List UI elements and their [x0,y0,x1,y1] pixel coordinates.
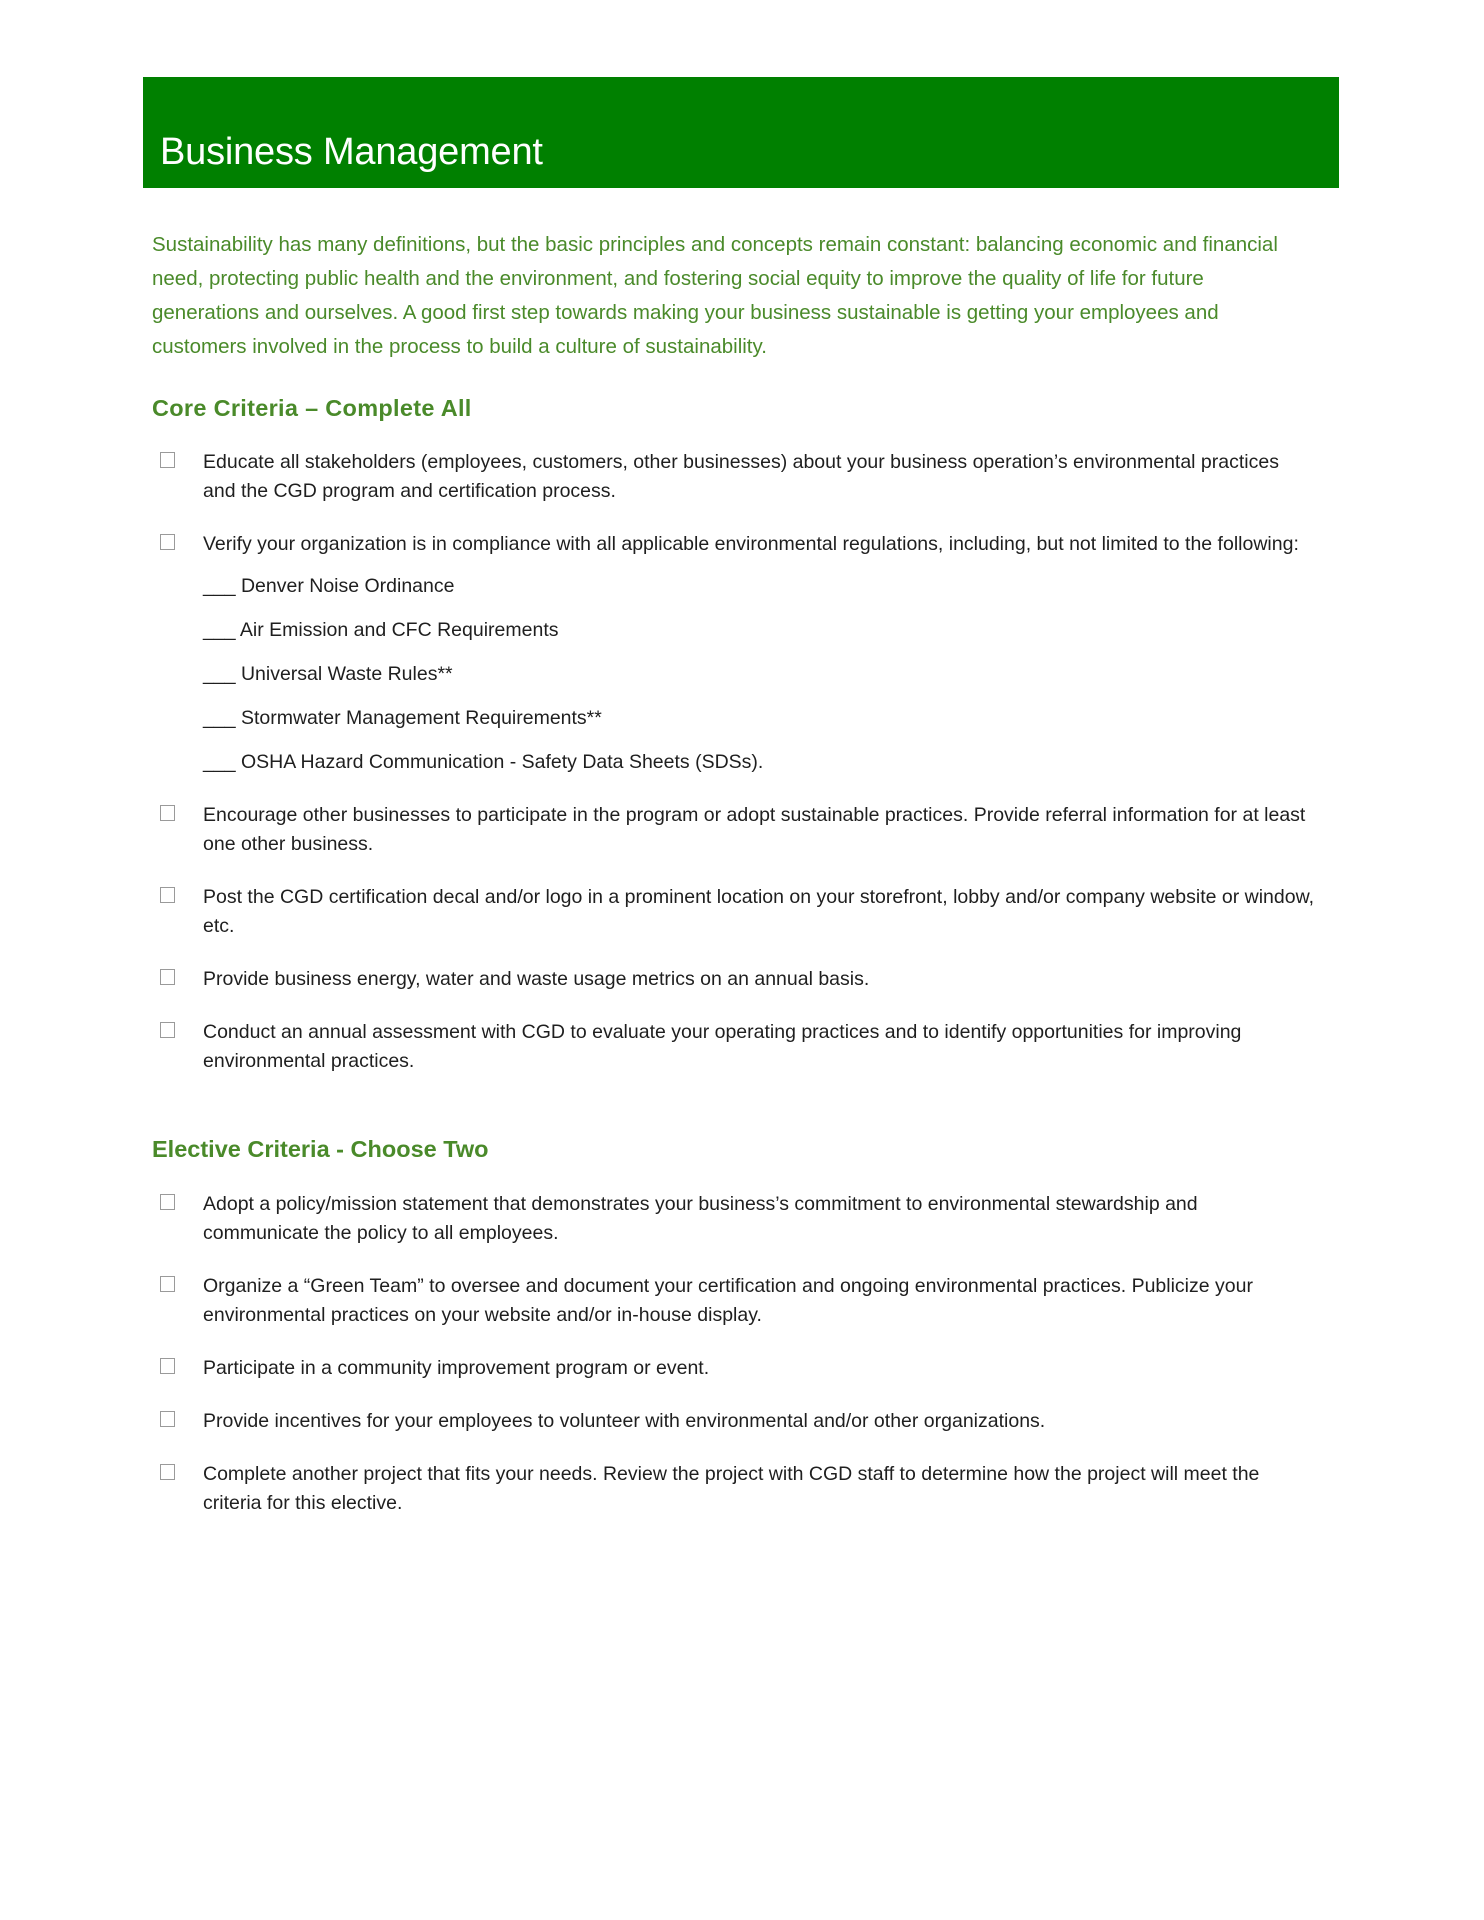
checkbox[interactable] [160,887,175,903]
criteria-item [159,801,1315,859]
core-criteria-heading: Core Criteria – Complete All [152,395,472,421]
regulations-sublist [203,572,1315,777]
criteria-item-text: Complete another project that fits your needs. Review the project with CGD staff to determine how the project will meet the criteria for this elective. [203,1463,1260,1514]
regulation-item: ___ Stormwater Management Requirements** [203,707,602,729]
criteria-item-text: Provide incentives for your employees to volunteer with environmental and/or other organizations. [203,1410,1046,1432]
criteria-item-text: Provide business energy, water and waste usage metrics on an annual basis. [203,968,870,990]
checkbox[interactable] [160,1022,175,1038]
checkbox[interactable] [160,805,175,821]
checkbox[interactable] [160,452,175,468]
criteria-item-text: Adopt a policy/mission statement that demonstrates your business’s commitment to environmental stewardship and communicate the policy to all employees. [203,1193,1198,1244]
criteria-item [159,1460,1315,1518]
intro-paragraph: Sustainability has many definitions, but the basic principles and concepts remain constant: balancing economic and financial need, protecting public health and the environment, and fostering social equity to improve the quality of life for future generations and ourselves. A good first step towards making your business sustainable is getting your employees and customers involved in the process to build a culture of sustainability. [152,233,1278,358]
page-title: Business Management [160,131,543,173]
criteria-item [159,1354,1315,1383]
checkbox[interactable] [160,1464,175,1480]
checkbox[interactable] [160,1411,175,1427]
checkbox[interactable] [160,1276,175,1292]
checkbox[interactable] [160,1358,175,1374]
criteria-item [159,530,1315,777]
criteria-item-text: Organize a “Green Team” to oversee and document your certification and ongoing environmental practices. Publicize your environmental practices on your website and/or in-house display. [203,1275,1253,1326]
criteria-item-text: Educate all stakeholders (employees, customers, other businesses) about your business operation’s environmental practices and the CGD program and certification process. [203,451,1279,502]
criteria-item [159,965,1315,994]
elective-criteria-heading: Elective Criteria - Choose Two [152,1136,489,1162]
criteria-item [159,1190,1315,1248]
criteria-item [159,448,1315,506]
regulation-item: ___ Air Emission and CFC Requirements [203,619,559,641]
criteria-item-text: Verify your organization is in compliance with all applicable environmental regulations, including, but not limited to the following: [203,533,1299,555]
criteria-item [159,1272,1315,1330]
regulation-item: ___ OSHA Hazard Communication - Safety Data Sheets (SDSs). [203,751,764,773]
criteria-item-text: Participate in a community improvement program or event. [203,1357,710,1379]
regulation-item: ___ Denver Noise Ordinance [203,575,455,597]
criteria-item-text: Post the CGD certification decal and/or logo in a prominent location on your storefront, lobby and/or company website or window, etc. [203,886,1315,937]
criteria-item [159,1018,1315,1076]
elective-criteria-list [159,1190,1315,1518]
criteria-item [159,1407,1315,1436]
criteria-item-text: Encourage other businesses to participate in the program or adopt sustainable practices. Provide referral information for at least one other business. [203,804,1306,855]
regulation-item: ___ Universal Waste Rules** [203,663,453,685]
checkbox[interactable] [160,969,175,985]
checkbox[interactable] [160,1194,175,1210]
core-criteria-list [159,448,1315,1076]
title-banner [143,77,1339,188]
criteria-item [159,883,1315,941]
checkbox[interactable] [160,534,175,550]
criteria-item-text: Conduct an annual assessment with CGD to evaluate your operating practices and to identify opportunities for improving environmental practices. [203,1021,1242,1072]
